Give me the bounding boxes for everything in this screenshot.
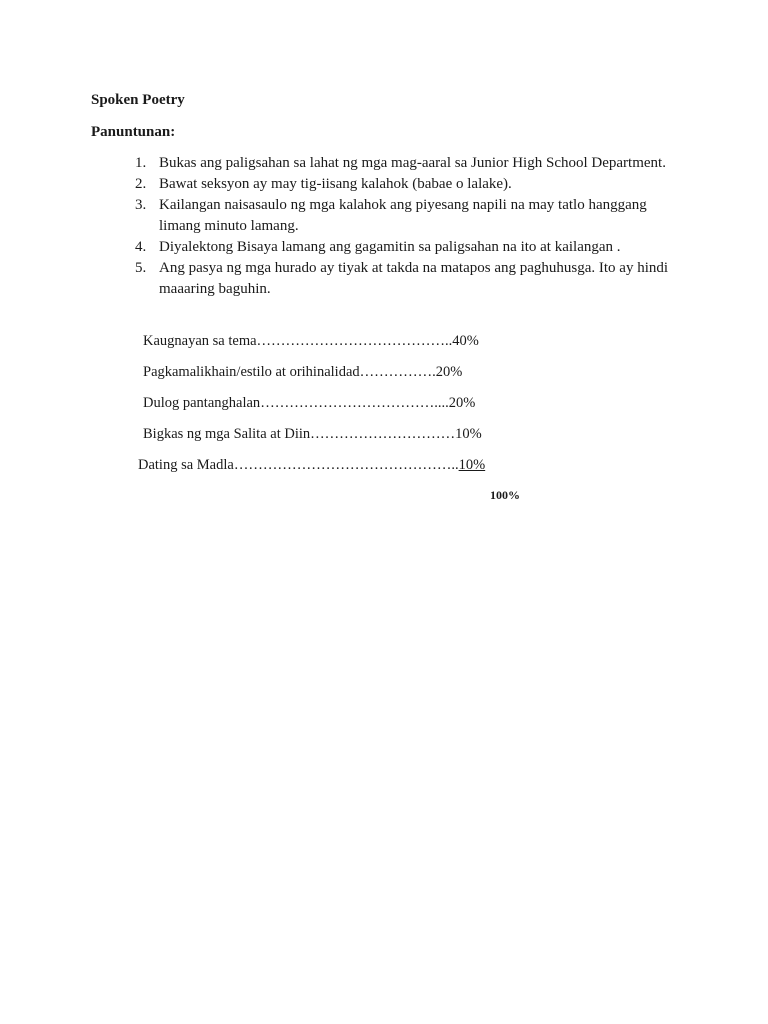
criterion-leader: …………………………: [310, 426, 456, 442]
rule-item: [0, 174, 679, 195]
criterion-leader: …………….: [359, 364, 436, 380]
criterion-label: Bigkas ng mga Salita at Diin: [143, 426, 311, 442]
criterion-row: [143, 392, 475, 414]
rule-text: Ang pasya ng mga hurado ay tiyak at takda na matapos ang paghuhusga. Ito ay hindi maaaring baguhin.: [159, 260, 669, 297]
rules-list: [0, 153, 679, 300]
criterion-label: Dulog pantanghalan: [143, 395, 261, 411]
rules-heading: Panuntunan:: [91, 124, 176, 140]
criterion-row: [143, 423, 482, 445]
rule-item: [0, 153, 679, 174]
criterion-percent: 20%: [448, 395, 476, 411]
criterion-row: [143, 361, 462, 383]
rule-text: Bawat seksyon ay may tig-iisang kalahok (babae o lalake).: [159, 176, 512, 192]
criterion-label: Pagkamalikhain/estilo at orihinalidad: [143, 364, 360, 380]
criterion-leader: ………………………………………..: [233, 457, 459, 473]
criterion-leader: ………………………………....: [260, 395, 449, 411]
criterion-leader: …………………………………..: [256, 333, 453, 349]
rule-number: 1.: [135, 155, 147, 171]
criterion-percent: 40%: [452, 333, 479, 349]
criterion-percent: 20%: [435, 364, 463, 380]
rule-item: [0, 195, 679, 237]
criterion-row: [138, 454, 485, 476]
rule-item: [0, 237, 679, 258]
rule-number: 5.: [135, 260, 147, 276]
criterion-label: Kaugnayan sa tema: [143, 333, 257, 349]
rule-number: 3.: [135, 197, 147, 213]
criterion-percent: 10%: [458, 457, 486, 473]
rule-number: 4.: [135, 239, 147, 255]
criterion-percent: 10%: [455, 426, 482, 442]
rule-item: [0, 258, 679, 300]
criterion-row: [143, 330, 479, 352]
rule-text: Diyalektong Bisaya lamang ang gagamitin sa paligsahan na ito at kailangan .: [159, 239, 621, 255]
criterion-label: Dating sa Madla: [138, 457, 234, 473]
rule-number: 2.: [135, 176, 147, 192]
total-percent: 100%: [490, 488, 520, 502]
rule-text: Bukas ang paligsahan sa lahat ng mga mag-aaral sa Junior High School Department.: [159, 155, 666, 171]
document-title: Spoken Poetry: [91, 92, 185, 108]
rule-text: Kailangan naisasaulo ng mga kalahok ang piyesang napili na may tatlo hanggang limang minuto lamang.: [159, 197, 647, 234]
